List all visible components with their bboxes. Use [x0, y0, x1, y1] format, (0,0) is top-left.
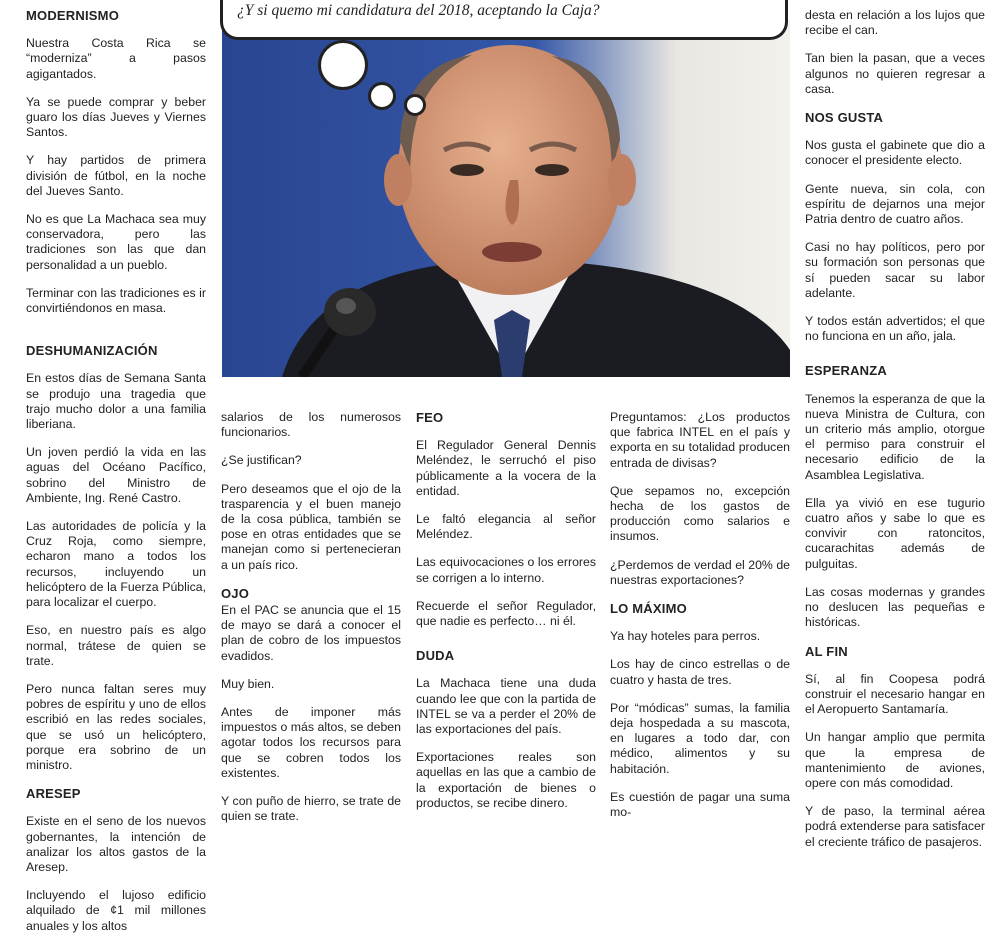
heading-deshumanizacion: DESHUMANIZACIÓN	[26, 343, 158, 359]
paragraph: Las equivocaciones o los errores se corrigen a lo interno.	[416, 555, 596, 585]
column-5	[805, 8, 985, 863]
paragraph: Pero deseamos que el ojo de la trasparencia y el buen manejo de la cosa pública, también se pose en otras entidades que se manejan como si pertenecieran a un país rico.	[221, 481, 401, 572]
paragraph: Terminar con las tradiciones es ir convirtiéndonos en masa.	[26, 285, 206, 316]
paragraph: Un joven perdió la vida en las aguas del Océano Pacífico, sobrino del Ministro de Ambiente, Ing. René Castro.	[26, 445, 206, 505]
column-2	[221, 410, 401, 837]
heading-al-fin: AL FIN	[805, 643, 848, 659]
paragraph: Y con puño de hierro, se trate de quien se trate.	[221, 794, 401, 824]
paragraph: Exportaciones reales son aquellas en las que a cambio de la exportación de bienes o productos, se recibe dinero.	[416, 750, 596, 810]
paragraph: En estos días de Semana Santa se produjo una tragedia que trajo mucho dolor a una familia liberiana.	[26, 371, 206, 432]
paragraph: Y de paso, la terminal aérea podrá extenderse para satisfacer el creciente tráfico de pasajeros.	[805, 804, 985, 849]
heading-modernismo: MODERNISMO	[26, 8, 119, 23]
paragraph: Gente nueva, sin cola, con espíritu de dejarnos una mejor Patria dentro de cuatro años.	[805, 181, 985, 227]
thought-cloud-medium	[368, 82, 396, 110]
paragraph: desta en relación a los lujos que recibe el can.	[805, 8, 985, 38]
paragraph: Es cuestión de pagar una suma mo-	[610, 789, 790, 820]
heading-esperanza: ESPERANZA	[805, 363, 887, 379]
paragraph: Existe en el seno de los nuevos gobernantes, la intención de analizar los altos gastos de la Aresep.	[26, 814, 206, 874]
heading-nos-gusta: NOS GUSTA	[805, 110, 884, 126]
paragraph: En el PAC se anuncia que el 15 de mayo se dará a conocer el plan de cobro de los impuestos evadidos.	[221, 603, 401, 663]
paragraph: Pero nunca faltan seres muy pobres de espíritu y uno de ellos escribió en las redes sociales, que se usó un helicóptero, porque era sobrino de un ministro.	[26, 681, 206, 772]
paragraph: Recuerde el señor Regulador, que nadie es perfecto… ni él.	[416, 598, 596, 629]
heading-ojo: OJO	[221, 585, 250, 601]
paragraph: Las autoridades de policía y la Cruz Roja, como siempre, echaron mano a todos los recursos, incluyendo un helicóptero de la Fuerza Pública, para localizar el cuerpo.	[26, 519, 206, 610]
paragraph: salarios de los numerosos funcionarios.	[221, 410, 401, 440]
paragraph: No es que La Machaca sea muy conservadora, pero las tradiciones son las que dan personalidad a un pueblo.	[26, 212, 206, 272]
paragraph: Muy bien.	[221, 676, 275, 691]
paragraph: Por “módicas” sumas, la familia deja hospedada a su mascota, en lugares a todo dar, con médico, alimentos y su habitación.	[610, 700, 790, 776]
paragraph: Nos gusta el gabinete que dio a conocer el presidente electo.	[805, 138, 985, 168]
column-1	[26, 8, 206, 947]
heading-duda: DUDA	[416, 648, 455, 664]
heading-aresep: ARESEP	[26, 786, 81, 802]
thought-cloud-large	[318, 40, 368, 90]
paragraph: Nuestra Costa Rica se “moderniza” a pasos agigantados.	[26, 36, 206, 81]
paragraph: Casi no hay políticos, pero por su formación son personas que sí pueden sacar su labor adelante.	[805, 240, 985, 300]
paragraph: El Regulador General Dennis Meléndez, le serruchó el piso públicamente a la vocera de la entidad.	[416, 438, 596, 498]
paragraph: Tan bien la pasan, que a veces algunos no quieren regresar a casa.	[805, 51, 985, 96]
paragraph: Preguntamos: ¿Los productos que fabrica INTEL en el país y exporta en su totalidad producen entrada de divisas?	[610, 410, 790, 470]
heading-feo: FEO	[416, 410, 444, 425]
paragraph: Sí, al fin Coopesa podrá construir el necesario hangar en el Aeropuerto Santamaría.	[805, 671, 985, 717]
paragraph: Y todos están advertidos; el que no funciona en un año, jala.	[805, 314, 985, 344]
paragraph: ¿Se justifican?	[221, 453, 302, 468]
paragraph: Antes de imponer más impuestos o más altos, se deben agotar todos los recursos para que se cobren todos los existentes.	[221, 705, 401, 780]
paragraph: Y hay partidos de primera división de fútbol, en la noche del Jueves Santo.	[26, 153, 206, 198]
paragraph: Que sepamos no, excepción hecha de los gastos de producción como salarios e insumos.	[610, 483, 790, 544]
paragraph: Ya hay hoteles para perros.	[610, 629, 761, 644]
paragraph: Los hay de cinco estrellas o de cuatro y hasta de tres.	[610, 657, 790, 687]
speaker-illustration	[222, 20, 790, 377]
paragraph: Las cosas modernas y grandes no deslucen las pequeñas e históricas.	[805, 584, 985, 630]
paragraph: Tenemos la esperanza de que la nueva Ministra de Cultura, con un criterio más amplio, otorgue el permiso para construir el necesario edificio de la Asamblea Legislativa.	[805, 391, 985, 482]
thought-bubble	[220, 0, 788, 40]
column-4	[610, 410, 790, 833]
paragraph: Ya se puede comprar y beber guaro los días Jueves y Viernes Santos.	[26, 94, 206, 140]
photo-speaker	[222, 20, 790, 377]
paragraph: Eso, en nuestro país es algo normal, trátese de quien se trate.	[26, 623, 206, 668]
paragraph: ¿Perdemos de verdad el 20% de nuestras exportaciones?	[610, 557, 790, 587]
paragraph: Le faltó elegancia al señor Meléndez.	[416, 512, 596, 542]
column-3	[416, 410, 596, 824]
thought-bubble-text: ¿Y si quemo mi candidatura del 2018, aceptando la Caja?	[237, 2, 600, 19]
heading-lo-maximo: LO MÁXIMO	[610, 601, 687, 617]
paragraph: Ella ya vivió en ese tugurio cuatro años y sabe lo que es convivir con ratoncitos, cucarachitas además de pulguitas.	[805, 495, 985, 571]
paragraph: La Machaca tiene una duda cuando lee que con la partida de INTEL se va a perder el 20% de las exportaciones del país.	[416, 676, 596, 737]
paragraph: Incluyendo el lujoso edificio alquilado de ¢1 mil millones anuales y los altos	[26, 888, 206, 933]
thought-cloud-small	[404, 94, 426, 116]
paragraph: Un hangar amplio que permita que la empresa de mantenimiento de aviones, opere con más comodidad.	[805, 730, 985, 790]
